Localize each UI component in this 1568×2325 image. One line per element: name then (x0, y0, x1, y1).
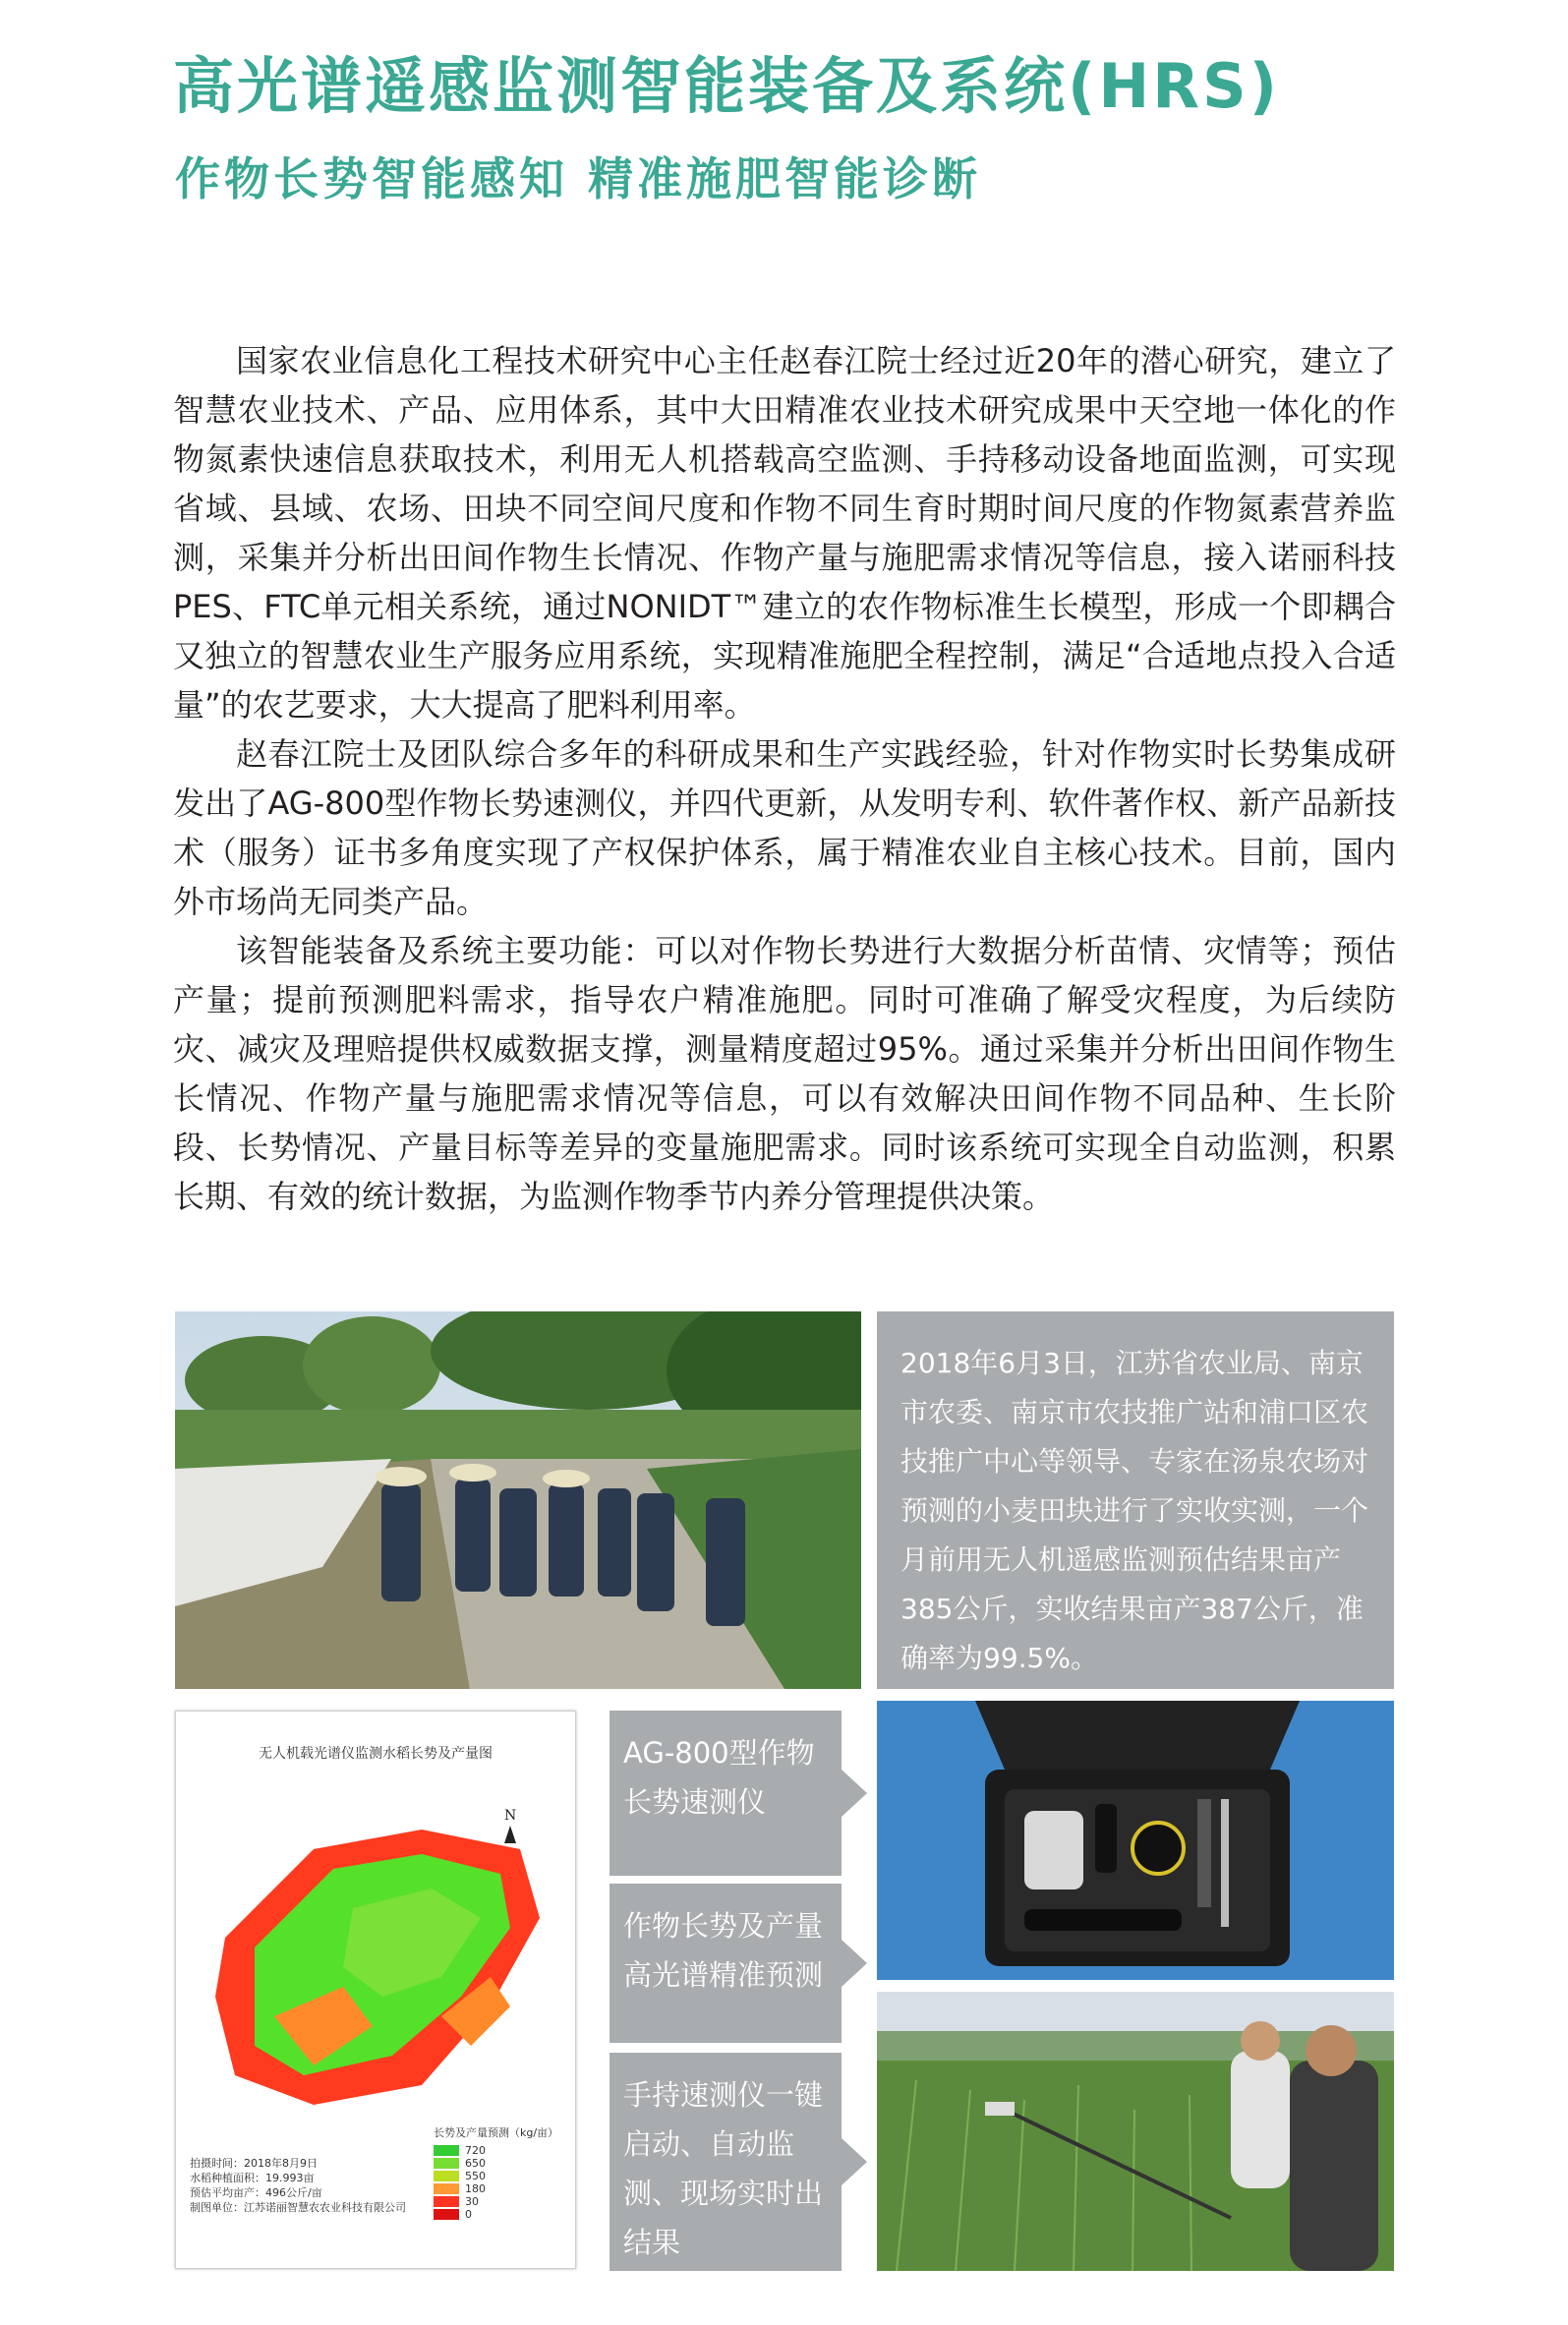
legend-item (434, 2195, 558, 2208)
paragraph: 国家农业信息化工程技术研究中心主任赵春江院士经过近20年的潜心研究，建立了智慧农业技术、产品、应用体系，其中大田精准农业技术研究成果中天空地一体化的作物氮素快速信息获取技术，利用无人机搭载高空监测、手持移动设备地面监测，可实现省域、县域、农场、田块不同空间尺度和作物不同生育时期时间尺度的作物氮素营养监测，采集并分析出田间作物生长情况、作物产量与施肥需求情况等信息，接入诺丽科技PES、FTC单元相关系统，通过NONIDT™建立的农作物标准生长模型，形成一个即耦合又独立的智慧农业生产服务应用系统，实现精准施肥全程控制，满足“合适地点投入合适量”的农艺要求，大大提高了肥料利用率。 (173, 342, 1396, 724)
instrument-case-image (877, 1701, 1394, 1980)
map-info-line: 水稻种植面积：19.993亩 (190, 2172, 315, 2184)
legend-item (434, 2208, 558, 2221)
legend-swatch (434, 2209, 459, 2220)
instrument-case-photo (877, 1701, 1394, 1980)
legend-item (434, 2157, 558, 2170)
legend-label: 30 (465, 2195, 479, 2208)
legend-swatch (434, 2171, 459, 2181)
paragraph: 赵春江院士及团队综合多年的科研成果和生产实践经验，针对作物实时长势集成研发出了AG-800型作物长势速测仪，并四代更新，从发明专利、软件著作权、新产品新技术（服务）证书多角度实现了产权保护体系，属于精准农业自主核心技术。目前，国内外市场尚无同类产品。 (173, 735, 1396, 920)
legend-title: 长势及产量预测（kg/亩） (434, 2126, 559, 2139)
page-title: 高光谱遥感监测智能装备及系统(HRS) (173, 50, 1280, 122)
legend-label: 720 (465, 2144, 486, 2157)
legend-swatch (434, 2158, 459, 2169)
map-title: 无人机载光谱仪监测水稻长势及产量图 (259, 1746, 493, 1762)
legend-swatch (434, 2183, 459, 2194)
legend-label: 650 (465, 2157, 486, 2170)
legend-label: 550 (465, 2170, 486, 2182)
legend-swatch (434, 2145, 459, 2156)
label-handheld: 手持速测仪一键启动、自动监测、现场实时出结果 (610, 2053, 842, 2271)
harvest-caption: 2018年6月3日，江苏省农业局、南京市农委、南京市农技推广站和浦口区农技推广中心等领导、专家在汤泉农场对预测的小麦田块进行了实收实测，一个月前用无人机遥感监测预估结果亩产385公斤，实收结果亩产387公斤，准确率为99.5%。 (877, 1311, 1394, 1689)
handheld-field-image (877, 1992, 1394, 2271)
label-ag800: AG-800型作物长势速测仪 (610, 1711, 842, 1876)
field-inspection-image (175, 1311, 861, 1689)
label-hyperspectral: 作物长势及产量高光谱精准预测 (610, 1884, 842, 2043)
north-label: N (504, 1808, 517, 1824)
page-subtitle: 作物长势智能感知 精准施肥智能诊断 (175, 152, 982, 205)
north-arrow-icon (504, 1808, 516, 1843)
field-inspection-photo (175, 1311, 861, 1689)
map-info-line: 拍摄时间：2018年8月9日 (190, 2157, 318, 2170)
map-info-line: 制图单位：江苏诺丽智慧农农业科技有限公司 (190, 2201, 406, 2214)
article-body (173, 336, 1396, 1221)
legend-item (434, 2144, 558, 2157)
paragraph: 该智能装备及系统主要功能：可以对作物长势进行大数据分析苗情、灾情等；预估产量；提前预测肥料需求，指导农户精准施肥。同时可准确了解受灾程度，为后续防灾、减灾及理赔提供权威数据支撑，测量精度超过95%。通过采集并分析出田间作物生长情况、作物产量与施肥需求情况等信息，可以有效解决田间作物不同品种、生长阶段、长势情况、产量目标等差异的变量施肥需求。同时该系统可实现全自动监测，积累长期、有效的统计数据，为监测作物季节内养分管理提供决策。 (173, 932, 1396, 1215)
legend-label: 0 (465, 2208, 472, 2221)
legend-item (434, 2170, 558, 2182)
map-info-line: 预估平均亩产：496公斤/亩 (190, 2186, 322, 2199)
map-legend (434, 2124, 558, 2221)
legend-label: 180 (465, 2182, 486, 2195)
handheld-field-photo (877, 1992, 1394, 2271)
legend-swatch (434, 2196, 459, 2207)
map-info (190, 2156, 406, 2215)
yield-map-card (175, 1711, 576, 2269)
legend-item (434, 2182, 558, 2195)
